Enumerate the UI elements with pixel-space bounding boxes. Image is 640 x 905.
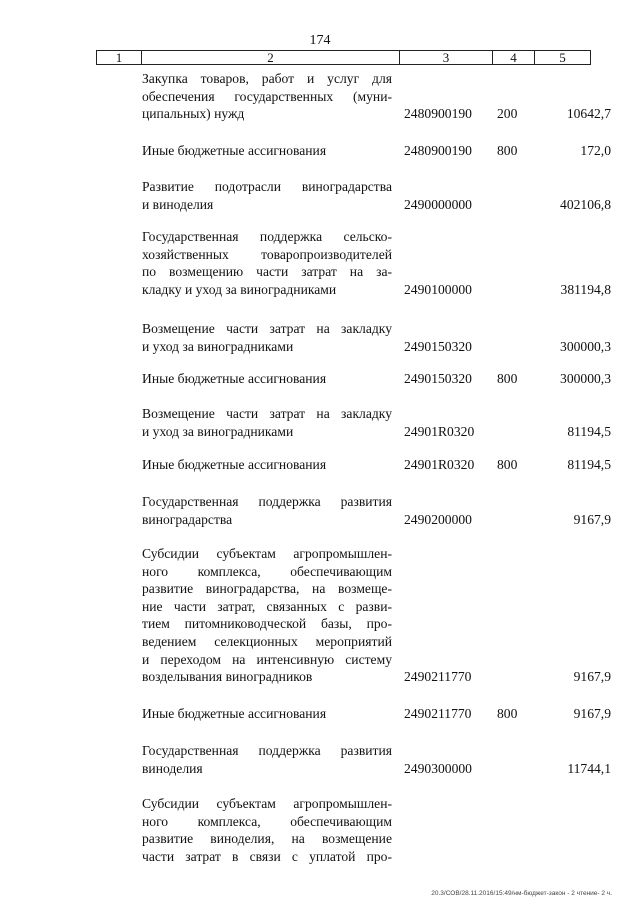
description-line: ведением селекционных мероприятий [142, 633, 392, 649]
row-subcode: 800 [497, 457, 518, 472]
row-amount: 9167,9 [573, 511, 611, 527]
row-code: 2490000000 [404, 196, 472, 212]
row-amount: 172,0 [580, 143, 611, 158]
description-line: обеспечения государственных (муни- [142, 88, 392, 104]
description-line: Государственная поддержка развития [142, 743, 392, 758]
row-amount: 81194,5 [567, 457, 611, 472]
row-description [142, 142, 392, 160]
description-line: Иные бюджетные ассигнования [142, 371, 327, 386]
description-line: Иные бюджетные ассигнования [142, 143, 327, 158]
row-amount: 402106,8 [560, 196, 611, 212]
description-line: ние части затрат, связанных с разви- [142, 598, 392, 614]
row-code: 2490211770 [404, 669, 472, 685]
description-line: и уход за виноградниками [142, 423, 294, 439]
row-description [142, 70, 392, 123]
header-col-5: 5 [559, 50, 566, 65]
row-description [142, 545, 392, 686]
description-line: тием питомниководческой базы, про- [142, 616, 392, 632]
row-amount: 10642,7 [566, 106, 611, 122]
row-subcode: 200 [497, 106, 518, 122]
description-line: виноградарства [142, 511, 233, 527]
table-row [0, 228, 640, 298]
row-description [142, 742, 392, 777]
table-row [0, 370, 640, 388]
description-line: развитие виноделия, на возмещение [142, 831, 392, 847]
description-line: ного комплекса, обеспечивающим [142, 813, 392, 829]
row-amount: 300000,3 [560, 371, 611, 386]
description-line: кладку и уход за виноградниками [142, 281, 337, 297]
table-row [0, 70, 640, 123]
row-description [142, 795, 392, 865]
description-line: и уход за виноградниками [142, 338, 294, 354]
row-subcode: 800 [497, 371, 518, 386]
row-code: 2490200000 [404, 511, 472, 527]
row-description [142, 493, 392, 528]
description-line: развитие виноградарства, на возмеще- [142, 581, 392, 597]
description-line: и виноделия [142, 196, 214, 212]
row-code: 2490211770 [404, 706, 472, 721]
description-line: ципальных) нужд [142, 106, 245, 122]
row-code: 2490150320 [404, 338, 472, 354]
table-row [0, 705, 640, 723]
description-line: по возмещению части затрат на за- [142, 264, 392, 280]
row-amount: 81194,5 [567, 423, 611, 439]
description-line: Возмещение части затрат на закладку [142, 321, 392, 336]
description-line: Возмещение части затрат на закладку [142, 406, 392, 421]
description-line: хозяйственных товаропроизводителей [142, 246, 392, 262]
description-line: виноделия [142, 760, 203, 776]
table-row [0, 545, 640, 686]
row-subcode: 800 [497, 143, 518, 158]
row-description [142, 370, 392, 388]
row-amount: 300000,3 [560, 338, 611, 354]
table-row [0, 142, 640, 160]
table-row [0, 742, 640, 777]
header-col-4: 4 [493, 51, 535, 64]
row-description [142, 456, 392, 474]
row-description [142, 405, 392, 440]
row-code: 24901R0320 [404, 457, 475, 472]
table-row [0, 320, 640, 355]
row-description [142, 705, 392, 723]
description-line: и переходом на интенсивную систему [142, 651, 392, 667]
table-row [0, 456, 640, 474]
description-line: Государственная поддержка развития [142, 494, 392, 509]
table-row [0, 178, 640, 213]
row-code: 24901R0320 [404, 423, 475, 439]
row-code: 2490100000 [404, 281, 472, 297]
table-row [0, 795, 640, 865]
row-amount: 9167,9 [573, 669, 611, 685]
row-amount: 11744,1 [567, 760, 611, 776]
footer-stamp: 20.3/СОВ/28.11.2016/15:49/нм-бюджет-закон - 2 чтение- 2 ч. [431, 890, 612, 897]
row-amount: 9167,9 [573, 706, 611, 721]
row-code: 2490150320 [404, 371, 472, 386]
description-line: возделывания виноградников [142, 669, 313, 685]
row-description [142, 178, 392, 213]
description-line: Иные бюджетные ассигнования [142, 457, 327, 472]
description-line: Иные бюджетные ассигнования [142, 706, 327, 721]
header-col-1: 1 [97, 51, 142, 64]
row-code: 2480900190 [404, 143, 472, 158]
header-col-3: 3 [400, 51, 493, 64]
description-line: Развитие подотрасли виноградарства [142, 179, 392, 194]
description-line: Субсидии субъектам агропромышлен- [142, 546, 392, 561]
row-amount: 381194,8 [560, 281, 611, 297]
row-code: 2480900190 [404, 106, 472, 122]
description-line: Государственная поддержка сельско- [142, 229, 392, 244]
table-header [96, 50, 591, 65]
row-description [142, 228, 392, 298]
description-line: Субсидии субъектам агропромышлен- [142, 796, 392, 811]
row-description [142, 320, 392, 355]
row-code: 2490300000 [404, 760, 472, 776]
row-subcode: 800 [497, 706, 518, 721]
description-line: части затрат в связи с уплатой про- [142, 848, 392, 864]
description-line: Закупка товаров, работ и услуг для [142, 71, 392, 86]
table-row [0, 493, 640, 528]
description-line: ного комплекса, обеспечивающим [142, 563, 392, 579]
page-number: 174 [309, 33, 331, 48]
table-row [0, 405, 640, 440]
header-col-2: 2 [142, 51, 400, 64]
